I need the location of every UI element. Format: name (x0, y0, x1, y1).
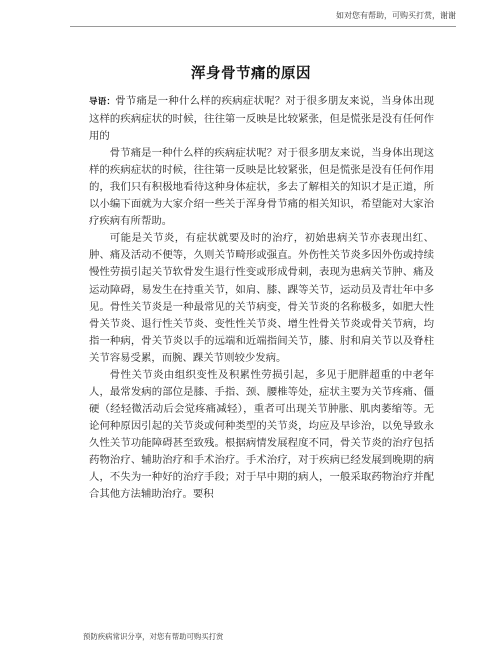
body-paragraph-2: 可能是关节炎，有症状就要及时的治疗，初始患病关节亦表现出红、肿、痛及活动不便等，久则关节畸形或强直。外伤性关节炎多因外伤或持续慢性劳损引起关节软骨发生退行性变或形成骨刺，表现为患病关节肿、痛及运动障碍，易发生在持重关节，如肩、膝、踝等关节，运动员及青壮年中多见。骨性关节炎是一种最常见的关节病变，骨关节炎的名称极多，如肥大性骨关节炎、退行性关节炎、变性性关节炎、增生性骨关节炎或骨关节病，均指一种病，骨关节炎以手的远端和近端指间关节，膝、肘和肩关节以及脊柱关节容易受累，而腕、踝关节则较少发病。 (89, 232, 434, 364)
body-paragraph-1: 骨节痛是一种什么样的疾病症状呢？对于很多朋友来说，当身体出现这样的疾病症状的时候，往往第一反映是比较紧张，但是慌张是没有任何作用的，我们只有积极地看待这种身体症状，多去了解相关的知识才是正道，所以小编下面就为大家介绍一些关于浑身骨节痛的相关知识，希望能对大家治疗疾病有所帮助。 (89, 147, 434, 228)
document-body (89, 93, 434, 503)
document-title: 浑身骨节痛的原因 (191, 66, 311, 82)
intro-paragraph (89, 93, 434, 145)
page-header-note: 如对您有帮助，可购买打赏，谢谢 (336, 11, 456, 20)
body-paragraph-3: 骨性关节炎由组织变性及积累性劳损引起，多见于肥胖超重的中老年人，最常发病的部位是膝、手指、颈、腰椎等处，症状主要为关节疼痛、僵硬（经轻微活动后会觉疼痛减轻），重者可出现关节肿胀、肌肉萎缩等。无论何种原因引起的关节炎或何种类型的关节炎，均应及早诊治，以免导致永久性关节功能障碍甚至致残。根据病情发展程度不同，骨关节炎的治疗包括药物治疗、辅助治疗和手术治疗。手术治疗，对于疾病已经发展到晚期的病人，不失为一种好的治疗手段；对于早中期的病人，一般采取药物治疗并配合其他方法辅助治疗。要积 (89, 368, 434, 501)
intro-text: 骨节痛是一种什么样的疾病症状呢？对于很多朋友来说，当身体出现这样的疾病症状的时候，往往第一反映是比较紧张，但是慌张是没有任何作用的 (89, 95, 434, 143)
header-divider (70, 26, 456, 27)
intro-label: 导语： (89, 97, 116, 107)
page-footer-note: 预防疾病常识分享，对您有帮助可购买打赏 (83, 632, 224, 641)
